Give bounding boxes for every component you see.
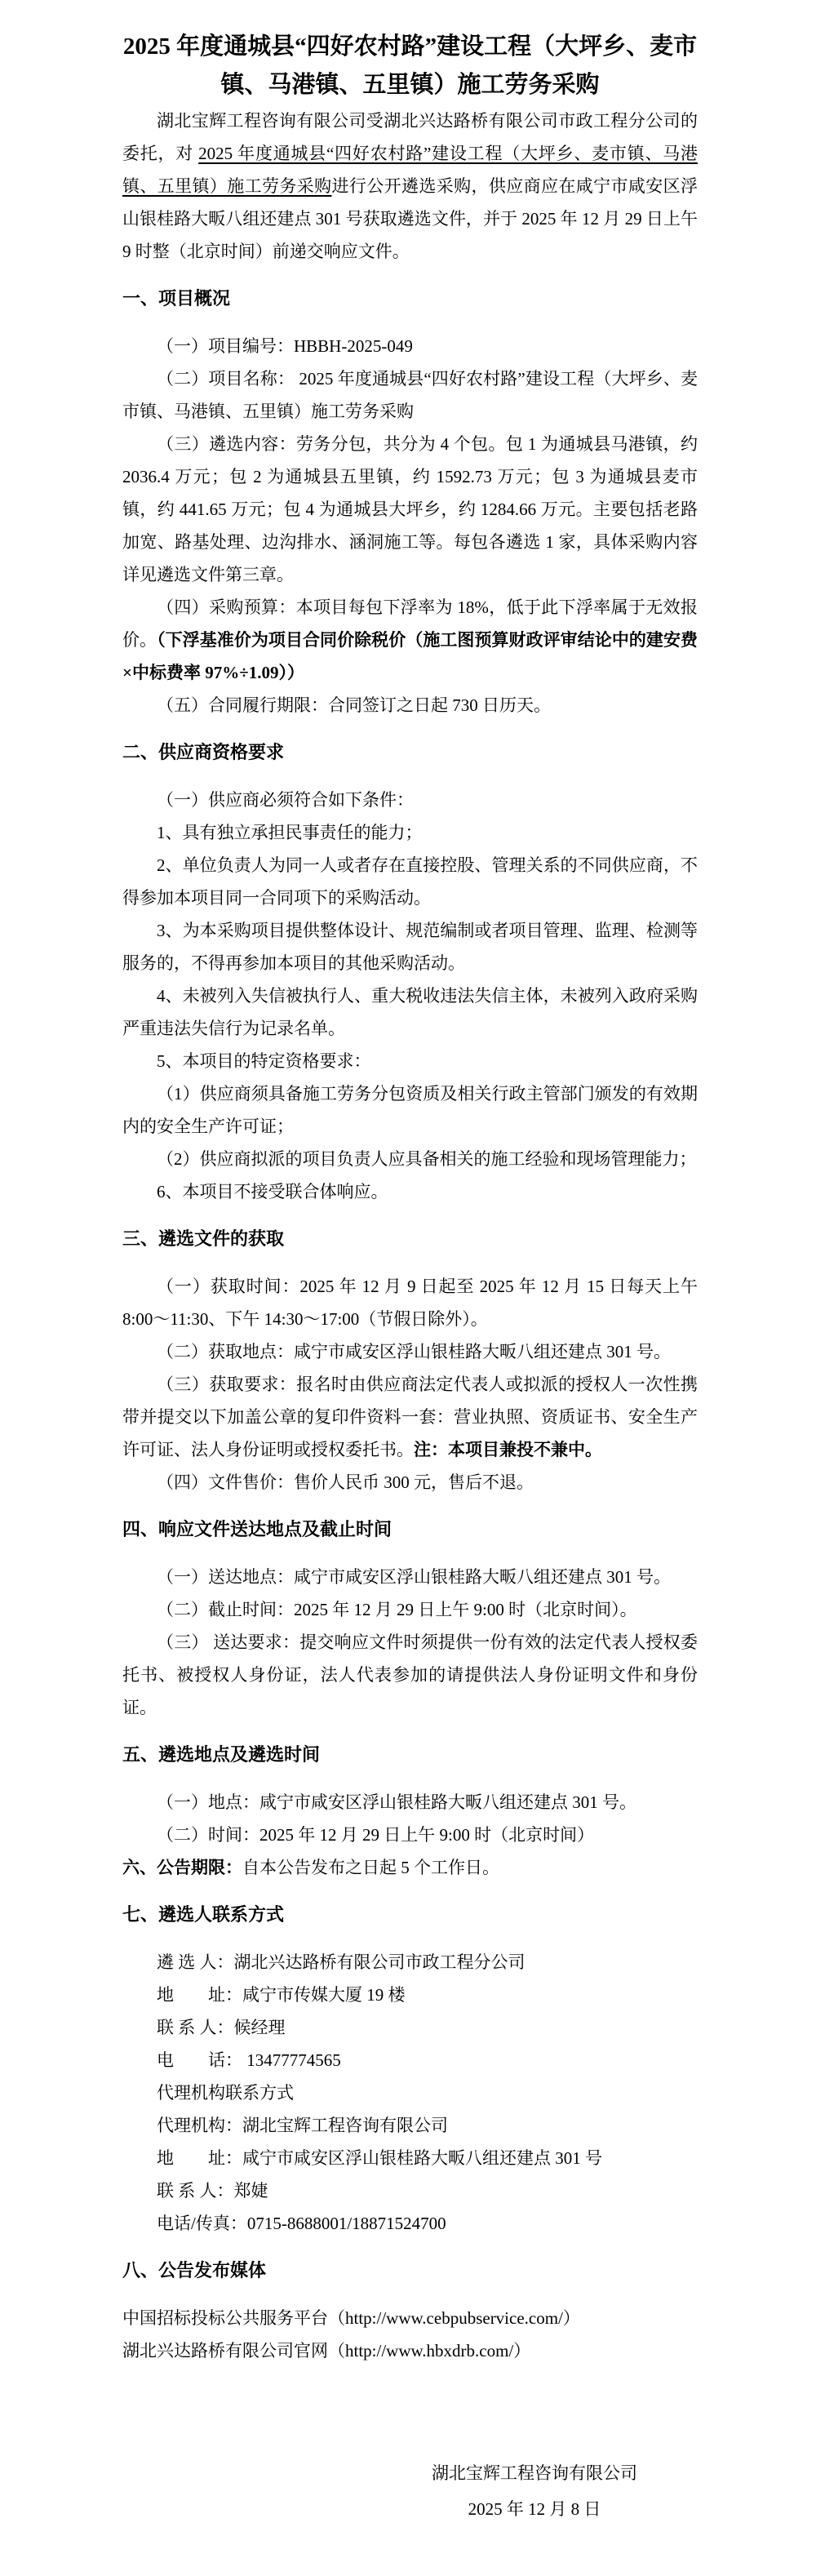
para-selection-time: （二）时间：2025 年 12 月 29 日上午 9:00 时（北京时间） bbox=[157, 1825, 595, 1845]
heading-announcement-media: 八、公告发布媒体 bbox=[122, 2260, 267, 2281]
contact-selector-line bbox=[122, 1946, 698, 1979]
media-platform-cebpub: 中国招标投标公共服务平台（http://www.cebpubservice.com/） bbox=[122, 2308, 580, 2328]
contact-person-line bbox=[122, 2011, 698, 2044]
announcement-media-block bbox=[122, 2302, 698, 2367]
acquisition-requirement-text: （三）获取要求：报名时由供应商法定代表人或拟派的授权人一次性携带并提交以下加盖公章的复印件资料一套：营业执照、资质证书、安全生产许可证、法人身份证明或授权委托书。 bbox=[122, 1375, 698, 1459]
heading-document-acquisition: 三、遴选文件的获取 bbox=[122, 1228, 285, 1249]
announcement-period-label: 六、公告期限： bbox=[122, 1858, 242, 1877]
para-acquisition-place: （二）获取地点：咸宁市咸安区浮山银桂路大畈八组还建点 301 号。 bbox=[157, 1342, 671, 1361]
para-qualification-item-1: 1、具有独立承担民事责任的能力； bbox=[157, 823, 423, 842]
agency-contact-header-line bbox=[122, 2076, 698, 2109]
para-submission-place: （一）送达地点：咸宁市咸安区浮山银桂路大畈八组还建点 301 号。 bbox=[157, 1567, 671, 1587]
contact-phone-line bbox=[122, 2044, 698, 2076]
contact-address-line bbox=[122, 1979, 698, 2011]
intro-text-post: 进行公开遴选采购，供应商应在咸宁市咸安区浮山银桂路大畈八组还建点 301 号获取遴选文件，并于 2025 年 12 月 29 日上午 9 时整（北京时间）前递交响应文件。 bbox=[122, 176, 698, 261]
para-acquisition-time: （一）获取时间：2025 年 12 月 9 日起至 2025 年 12 月 15 日每天上午 8:00～11:30、下午 14:30～17:00（节假日除外）。 bbox=[122, 1277, 698, 1329]
para-qualification-item-2: 2、单位负责人为同一人或者存在直接控股、管理关系的不同供应商，不得参加本项目同一合同项下的采购活动。 bbox=[122, 855, 698, 908]
para-qualification-item-6: 6、本项目不接受联合体响应。 bbox=[157, 1182, 388, 1201]
agency-address-line bbox=[122, 2142, 698, 2174]
agency-phone-fax-label: 电话/传真： bbox=[157, 2214, 247, 2233]
para-document-price: （四）文件售价：售价人民币 300 元，售后不退。 bbox=[157, 1472, 534, 1492]
heading-selection-time-place: 五、遴选地点及遴选时间 bbox=[122, 1744, 321, 1765]
acquisition-note-bold: 注：本项目兼投不兼中。 bbox=[414, 1440, 602, 1459]
signature-block bbox=[367, 2455, 702, 2527]
heading-response-submission: 四、响应文件送达地点及截止时间 bbox=[122, 1519, 392, 1539]
budget-baseline-note-bold: （下浮基准价为项目合同价除税价（施工图预算财政评审结论中的建安费×中标费率 97%÷1.09）） bbox=[122, 630, 698, 682]
heading-project-overview: 一、项目概况 bbox=[122, 288, 231, 309]
agency-name-value: 湖北宝辉工程咨询有限公司 bbox=[242, 2116, 448, 2135]
footer-company: 湖北宝辉工程咨询有限公司 bbox=[432, 2463, 637, 2483]
media-xingda-website: 湖北兴达路桥有限公司官网（http://www.hbxdrb.com/） bbox=[122, 2341, 531, 2361]
para-selection-place: （一）地点：咸宁市咸安区浮山银桂路大畈八组还建点 301 号。 bbox=[157, 1792, 636, 1812]
agency-name-label: 代理机构： bbox=[157, 2116, 242, 2135]
contact-phone-value: 13477774565 bbox=[242, 2050, 341, 2070]
announcement-period-text: 自本公告发布之日起 5 个工作日。 bbox=[242, 1858, 499, 1877]
contact-address-value: 咸宁市传媒大厦 19 楼 bbox=[242, 1985, 406, 2005]
para-project-number: （一）项目编号：HBBH-2025-049 bbox=[157, 336, 413, 356]
contact-address-label: 地 址： bbox=[157, 1985, 242, 2005]
project-name-underlined: 2025 年度通城县“四好农村路”建设工程（大坪乡、麦市镇、马港镇、五里镇）施工劳务采购 bbox=[122, 144, 698, 196]
para-selection-content: （三）遴选内容：劳务分包，共分为 4 个包。包 1 为通城县马港镇，约 2036.4 万元；包 2 为通城县五里镇，约 1592.73 万元；包 3 为通城县麦市镇，约 441.65 万元；包 4 为通城县大坪乡，约 1284.66 万元。主要包括老路加宽、路基处理、边沟排水、涵洞施工等。每包各遴选 1 家，具体采购内容详见遴选文件第三章。 bbox=[122, 434, 698, 584]
contact-selector-value: 湖北兴达路桥有限公司市政工程分公司 bbox=[233, 1952, 526, 1972]
agency-person-value: 郑婕 bbox=[233, 2181, 268, 2201]
para-submission-requirement: （三） 送达要求：提交响应文件时须提供一份有效的法定代表人授权委托书、被授权人身份证，法人代表参加的请提供法人身份证明文件和身份证。 bbox=[122, 1632, 698, 1717]
intro-paragraph bbox=[122, 104, 698, 268]
contact-person-value: 候经理 bbox=[233, 2018, 286, 2037]
agency-contact-header: 代理机构联系方式 bbox=[157, 2083, 294, 2103]
para-specific-requirement-2: （2）供应商拟派的项目负责人应具备相关的施工经验和现场管理能力； bbox=[157, 1149, 697, 1169]
para-submission-deadline: （二）截止时间：2025 年 12 月 29 日上午 9:00 时（北京时间）。 bbox=[157, 1600, 637, 1619]
para-qualification-item-3: 3、为本采购项目提供整体设计、规范编制或者项目管理、监理、检测等服务的，不得再参加本项目的其他采购活动。 bbox=[122, 921, 698, 973]
announcement-period-line bbox=[122, 1851, 698, 1884]
budget-text: （四）采购预算：本项目每包下浮率为 18%，低于此下浮率属于无效报价。 bbox=[122, 597, 698, 650]
intro-text-pre: 湖北宝辉工程咨询有限公司受湖北兴达路桥有限公司市政工程分公司的委托，对 bbox=[122, 111, 698, 163]
agency-phone-fax-line bbox=[122, 2207, 698, 2240]
heading-supplier-qualification: 二、供应商资格要求 bbox=[122, 742, 285, 762]
contact-phone-label: 电 话： bbox=[157, 2050, 242, 2070]
agency-phone-fax-value: 0715-8688001/18871524700 bbox=[246, 2214, 446, 2233]
para-procurement-budget bbox=[122, 591, 698, 689]
para-qualification-item-4: 4、未被列入失信被执行人、重大税收违法失信主体，未被列入政府采购严重违法失信行为记录名单。 bbox=[122, 986, 698, 1038]
para-acquisition-requirement bbox=[122, 1368, 698, 1466]
contact-person-label: 联 系 人： bbox=[157, 2018, 234, 2037]
agency-name-line bbox=[122, 2109, 698, 2142]
agency-person-label: 联 系 人： bbox=[157, 2181, 234, 2201]
heading-contact-info: 七、遴选人联系方式 bbox=[122, 1904, 285, 1925]
footer-date: 2025 年 12 月 8 日 bbox=[468, 2499, 601, 2519]
document-title: 2025 年度通城县“四好农村路”建设工程（大坪乡、麦市镇、马港镇、五里镇）施工劳务采购 bbox=[122, 33, 698, 98]
agency-address-value: 咸宁市咸安区浮山银桂路大畈八组还建点 301 号 bbox=[242, 2148, 602, 2168]
agency-address-label: 地 址： bbox=[157, 2148, 242, 2168]
contact-selector-label: 遴 选 人： bbox=[157, 1952, 234, 1972]
para-qualification-item-5: 5、本项目的特定资格要求： bbox=[157, 1051, 371, 1071]
para-specific-requirement-1: （1）供应商须具备施工劳务分包资质及相关行政主管部门颁发的有效期内的安全生产许可证； bbox=[122, 1084, 698, 1136]
contact-info-block bbox=[122, 1946, 698, 2240]
agency-person-line bbox=[122, 2174, 698, 2207]
para-contract-period: （五）合同履行期限：合同签订之日起 730 日历天。 bbox=[157, 695, 551, 715]
para-project-name: （二）项目名称： 2025 年度通城县“四好农村路”建设工程（大坪乡、麦市镇、马港镇、五里镇）施工劳务采购 bbox=[122, 369, 698, 421]
para-qualification-intro: （一）供应商必须符合如下条件： bbox=[157, 790, 414, 810]
